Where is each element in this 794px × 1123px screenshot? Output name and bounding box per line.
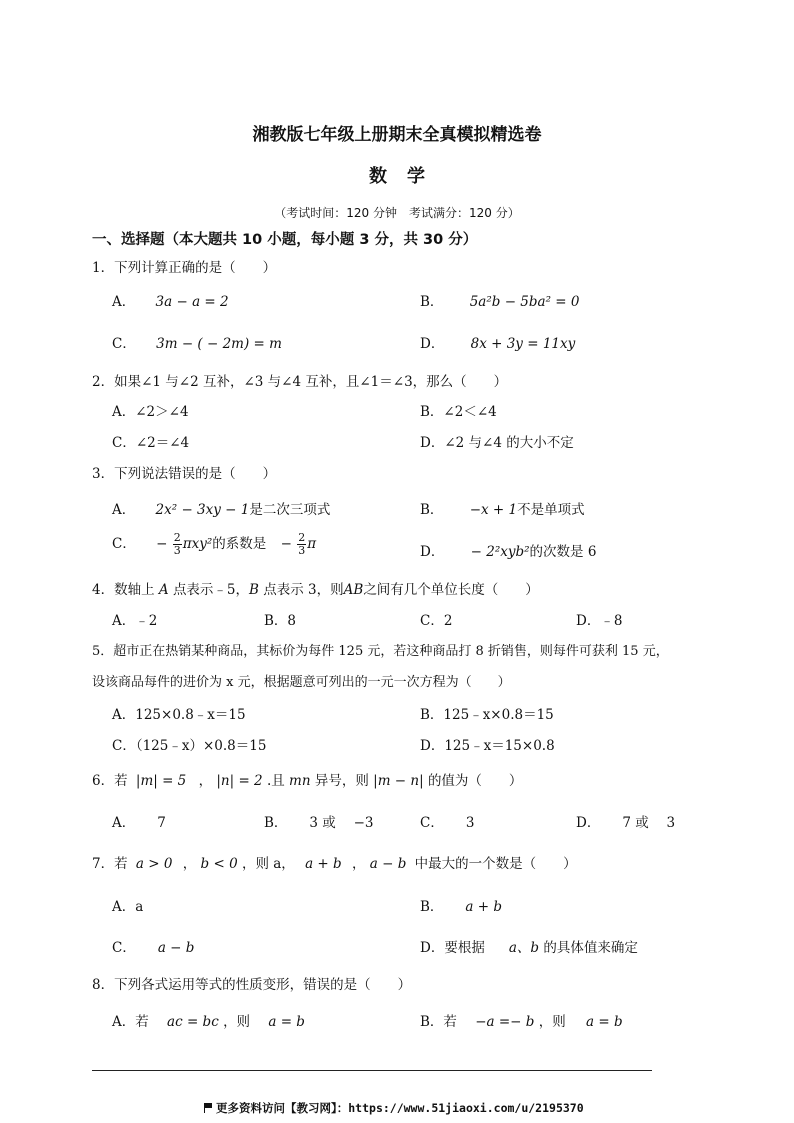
fraction-denominator: 3 xyxy=(173,544,181,557)
math-expression: a = b xyxy=(586,1014,623,1030)
option-label: D． xyxy=(420,336,445,352)
stem-text: 点表示 3，则 xyxy=(263,582,344,598)
math-expression: −a =− b xyxy=(475,1014,535,1030)
math-expression: |m| = 5 xyxy=(135,773,187,789)
math-expression: ac = bc xyxy=(167,1014,219,1030)
option-label: A． xyxy=(112,815,136,831)
option-label: A．若 xyxy=(112,1014,149,1030)
math-expression: − 2²xyb² xyxy=(470,544,530,560)
question-4-stem xyxy=(92,578,539,598)
stem-text: 的值为（ ） xyxy=(427,773,523,789)
stem-text: 点表示﹣5， xyxy=(172,582,250,598)
option-value: 7 或 3 xyxy=(622,815,676,831)
fraction xyxy=(297,532,306,557)
q4-option-d: D．﹣8 xyxy=(576,613,623,629)
math-expression: 2x² − 3xy − 1 xyxy=(155,502,250,518)
math-expression: −x + 1 xyxy=(469,502,518,518)
fraction-numerator: 2 xyxy=(298,531,306,544)
fraction-numerator: 2 xyxy=(173,531,181,544)
subject-title: 数学 xyxy=(369,166,445,187)
segment-ab: AB xyxy=(343,582,364,598)
question-6-stem: 6．若 |m| = 5 ， |n| = 2 .且 mn 异号，则 |m − n| 的值为（ ） xyxy=(92,773,523,789)
q3-option-a xyxy=(112,498,330,518)
math-expression: a > 0 xyxy=(135,856,173,872)
option-value: 3 或 −3 xyxy=(309,815,374,831)
option-label: C． xyxy=(112,536,136,552)
option-label: B． xyxy=(420,899,444,915)
option-label: B． xyxy=(420,294,444,310)
point-a: A xyxy=(158,582,169,598)
math-expression: a + b xyxy=(465,899,503,915)
footer-text: 更多资料访问【教习网】：https://www.51jiaoxi.com/u/2195370 xyxy=(216,1101,584,1115)
math-minus: − xyxy=(280,536,292,552)
q6-option-c xyxy=(420,811,474,831)
q5-option-b: B．125﹣x×0.8＝15 xyxy=(420,707,554,723)
stem-text: 中最大的一个数是（ ） xyxy=(414,856,577,872)
q7-option-b xyxy=(420,895,502,915)
footer-link[interactable] xyxy=(204,1100,584,1116)
math-pi: π xyxy=(307,536,317,552)
q3-option-b xyxy=(420,498,585,518)
stem-text: .且 xyxy=(266,773,285,789)
math-expression: 5a²b − 5ba² = 0 xyxy=(469,294,580,310)
stem-text: 异号，则 xyxy=(314,773,369,789)
math-expression: b < 0 xyxy=(200,856,238,872)
option-label: D． xyxy=(420,544,445,560)
q1-option-a xyxy=(112,290,229,310)
stem-text: 4．数轴上 xyxy=(92,582,155,598)
option-text: 不是单项式 xyxy=(517,502,585,518)
section-heading: 一、选择题（本大题共 10 小题，每小题 3 分，共 30 分） xyxy=(92,232,478,248)
question-5-stem-line2: 设该商品每件的进价为 x 元，根据题意可列出的一元一次方程为（ ） xyxy=(92,675,511,690)
q6-option-b xyxy=(264,811,374,831)
option-text: 的系数是 xyxy=(212,536,267,552)
option-label: A． xyxy=(112,294,136,310)
math-expression: 3m − ( − 2m) = m xyxy=(156,336,282,352)
q5-option-d: D．125﹣x＝15×0.8 xyxy=(420,738,555,754)
option-label: B．若 xyxy=(420,1014,457,1030)
option-text: 是二次三项式 xyxy=(249,502,331,518)
q7-option-c xyxy=(112,936,194,956)
math-expression: 8x + 3y = 11xy xyxy=(470,336,576,352)
option-text: 的次数是 6 xyxy=(529,544,597,560)
q1-option-b xyxy=(420,290,579,310)
math-expression: πxy² xyxy=(182,536,213,552)
question-1-stem: 1．下列计算正确的是（ ） xyxy=(92,260,277,276)
option-value: 3 xyxy=(465,815,475,831)
math-minus: − xyxy=(156,536,168,552)
q2-option-c: C．∠2＝∠4 xyxy=(112,435,190,451)
q5-option-a: A．125×0.8﹣x＝15 xyxy=(112,707,246,723)
option-label: D．要根据 xyxy=(420,940,485,956)
q2-option-b: B．∠2＜∠4 xyxy=(420,404,497,420)
option-label: C． xyxy=(112,940,136,956)
math-expression: mn xyxy=(289,773,311,789)
q4-option-b: B．8 xyxy=(264,613,297,629)
option-value: 7 xyxy=(157,815,166,831)
stem-text: ，则 a， xyxy=(241,856,295,872)
fraction-denominator: 3 xyxy=(298,544,306,557)
q5-option-c: C．（125﹣x）×0.8＝15 xyxy=(112,738,267,754)
q1-option-d xyxy=(420,332,575,352)
q4-option-a: A．﹣2 xyxy=(112,613,158,629)
question-8-stem: 8．下列各式运用等式的性质变形，错误的是（ ） xyxy=(92,977,412,993)
stem-text: 之间有几个单位长度（ ） xyxy=(363,582,539,598)
q2-option-d: D．∠2 与∠4 的大小不定 xyxy=(420,435,574,451)
q4-option-c: C．2 xyxy=(420,613,453,629)
fraction xyxy=(173,532,182,557)
q7-option-d xyxy=(420,936,638,956)
math-expression: |n| = 2 xyxy=(216,773,263,789)
option-label: B． xyxy=(420,502,444,518)
option-label: C． xyxy=(112,336,136,352)
option-label: D． xyxy=(576,815,601,831)
option-text: ，则 xyxy=(538,1014,566,1030)
math-expression: a、b xyxy=(508,940,540,956)
question-5-stem-line1: 5．超市正在热销某种商品，其标价为每件 125 元，若这种商品打 8 折销售，则每件可获利 15 元， xyxy=(92,644,669,659)
option-label: A． xyxy=(112,502,136,518)
q3-option-d xyxy=(420,540,596,560)
question-7-stem: 7．若 a > 0 ， b < 0 ，则 a， a + b ， a − b 中最大的一个数是（ ） xyxy=(92,856,577,872)
q6-option-a xyxy=(112,811,166,831)
option-label: C． xyxy=(420,815,444,831)
question-3-stem: 3．下列说法错误的是（ ） xyxy=(92,466,277,482)
q3-option-c xyxy=(112,532,316,557)
math-expression: a + b xyxy=(305,856,342,872)
footer-divider xyxy=(92,1070,652,1071)
math-expression: 3a − a = 2 xyxy=(155,294,229,310)
math-expression: a − b xyxy=(157,940,195,956)
math-expression: |m − n| xyxy=(373,773,424,789)
q2-option-a: A．∠2＞∠4 xyxy=(112,404,189,420)
question-2-stem: 2．如果∠1 与∠2 互补，∠3 与∠4 互补，且∠1＝∠3，那么（ ） xyxy=(92,374,508,390)
q7-option-a: A．a xyxy=(112,899,144,915)
math-expression: a − b xyxy=(369,856,407,872)
exam-info: （考试时间：120 分钟 考试满分：120 分） xyxy=(274,206,520,220)
document-title: 湘教版七年级上册期末全真模拟精选卷 xyxy=(252,125,542,145)
option-text: ，则 xyxy=(223,1014,251,1030)
q6-option-d xyxy=(576,811,675,831)
math-expression: a = b xyxy=(268,1014,305,1030)
point-b: B xyxy=(249,582,259,598)
option-label: B． xyxy=(264,815,288,831)
q8-option-a xyxy=(112,1010,305,1030)
stem-text: 6．若 xyxy=(92,773,128,789)
q1-option-c xyxy=(112,332,282,352)
flag-icon xyxy=(204,1103,213,1112)
stem-text: 7．若 xyxy=(92,856,128,872)
option-text: 的具体值来确定 xyxy=(543,940,638,956)
q8-option-b xyxy=(420,1010,623,1030)
